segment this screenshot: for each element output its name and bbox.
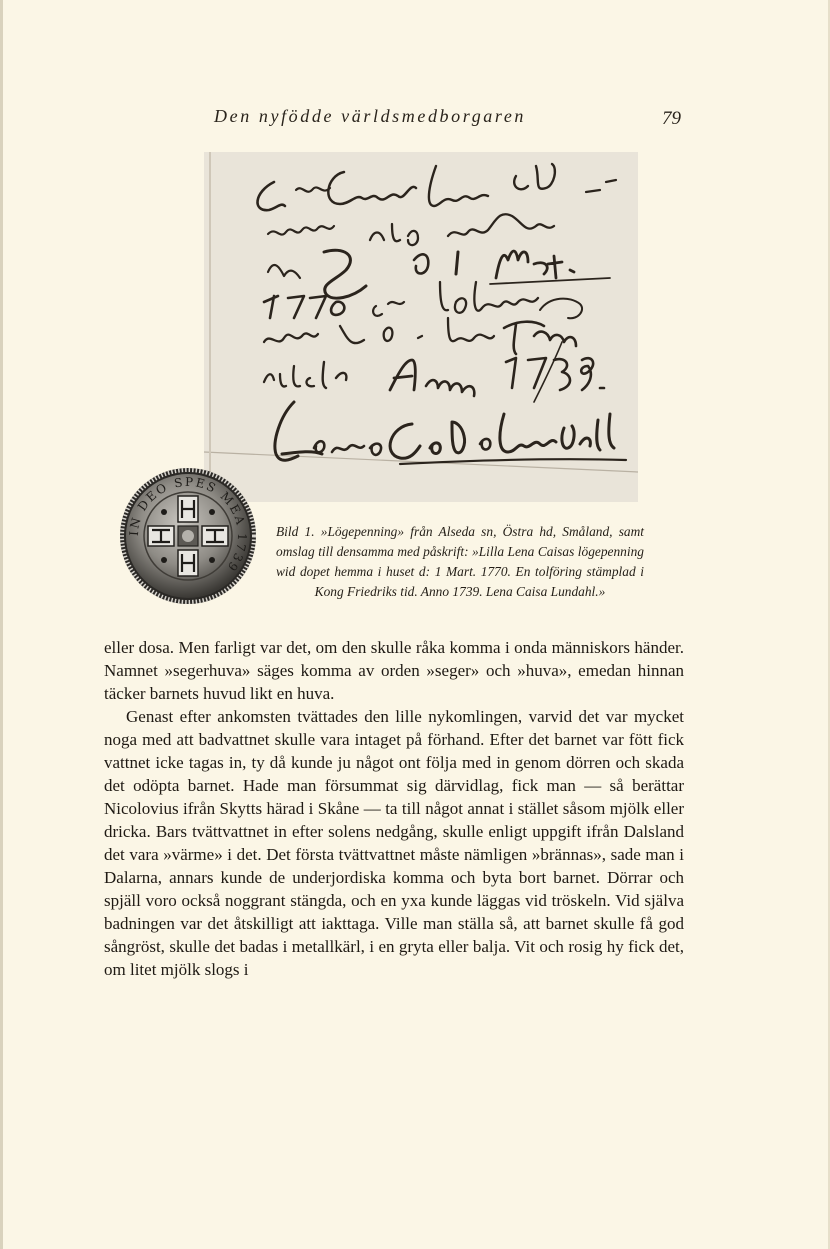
running-head: Den nyfödde världsmedborgaren	[214, 106, 527, 126]
svg-text:IN DEO SPES MEA 1739: IN DEO SPES MEA 1739	[126, 474, 250, 576]
paragraph: Genast efter ankomsten tvättades den lille nykomlingen, varvid det var mycket noga med att badvattnet skulle vara intaget på förhand. Efter det barnet var fött fick vattnet icke tagas in, ty då kunde ju något ont följa med in genom dörren och skada det odöpta barnet. Hade man försummat sig därvidlag, fick man — så berättar Nicolovius ifrån Skytts härad i Skåne — ta till något annat i stället såsom mjölk eller dricka. Bars tvättvattnet in efter solens nedgång, skulle enligt uppgift ifrån Dalsland det vara »värme» i det. Det första tvättvattnet måste nämligen »brännas», sade man i Dalarna, annars kunde de underjordiska komma och byta bort barnet. Dörrar och spjäll voro också noggrant stängda, och en yxa kunde läggas vid tröskeln. Vid själva badningen var det åtskilligt att iakttaga. Ville man ställa så, att barnet skulle få god sångröst, skulle det badas i metallkärl, i en gryta eller balja. Vit och rosig hy fick det, om litet mjölk slogs i	[104, 707, 684, 979]
handwritten-wrapper-photo	[204, 152, 638, 502]
coin-image	[118, 466, 258, 606]
figure-caption: Bild 1. »Lögepenning» från Alseda sn, Östra hd, Småland, samt omslag till densamma med påskrift: »Lilla Lena Caisas lögepenning wid dopet hemma i huset d: 1 Mart. 1770. En tolföring stämplad i Kong Friedriks tid. Anno 1739. Lena Caisa Lundahl.»	[276, 524, 644, 599]
body-text	[104, 636, 684, 981]
page-number: 79	[662, 108, 681, 129]
coin-photo	[118, 466, 258, 606]
handwriting-strokes	[204, 152, 638, 502]
paragraph: eller dosa. Men farligt var det, om den skulle råka komma i onda människors händer. Namnet »segerhuva» säges komma av orden »seger» och »huva», emedan hinnan täcker barnets huvud likt en huva.	[104, 638, 684, 703]
